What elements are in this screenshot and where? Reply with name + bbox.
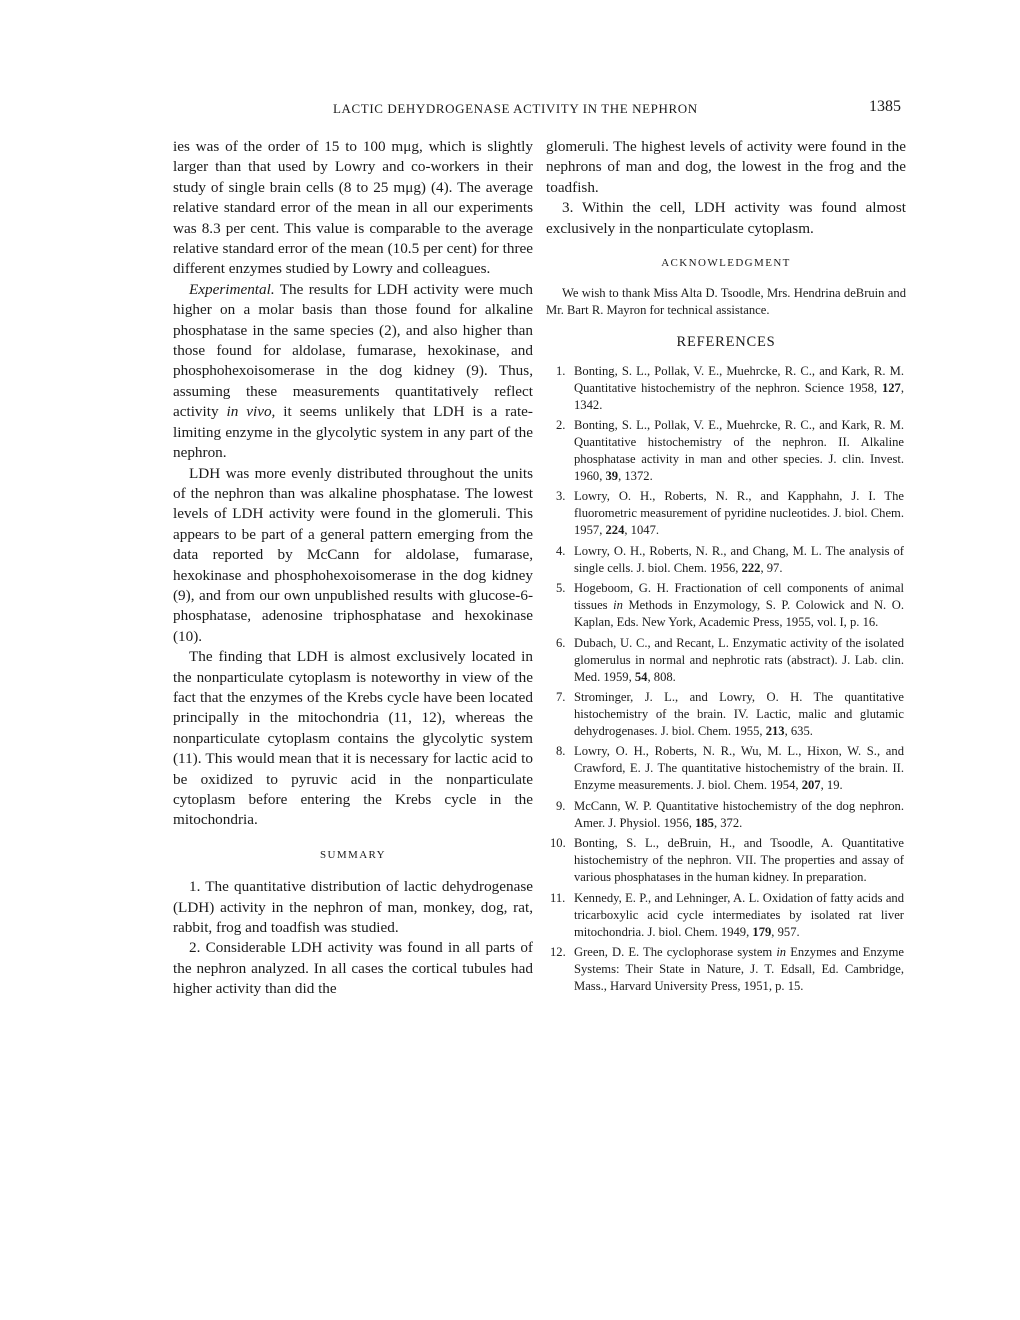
acknowledgment-heading: ACKNOWLEDGMENT bbox=[661, 257, 791, 270]
summary-heading: SUMMARY bbox=[319, 848, 387, 861]
running-header bbox=[0, 98, 1020, 123]
reference-text: Lowry, O. H., Roberts, N. R., Wu, M. L., Hixon, W. S., and Crawford, E. J. The quantitative histochemistry of the brain. II. Enzyme measurements. J. biol. Chem. 1954, 207, 19. bbox=[574, 744, 904, 793]
reference-volume: 39 bbox=[605, 469, 619, 484]
reference-number: 10. bbox=[550, 836, 566, 851]
reference-text: Dubach, U. C., and Recant, L. Enzymatic activity of the isolated glomerulus in normal and nephrotic rats (abstract). J. Lab. clin. Med. 1959, 54, 808. bbox=[574, 635, 904, 684]
reference-number: 5. bbox=[556, 581, 566, 596]
reference-item bbox=[546, 890, 906, 941]
reference-volume: 185 bbox=[695, 815, 714, 830]
reference-number: 3. bbox=[556, 489, 566, 504]
reference-text: Hogeboom, G. H. Fractionation of cell components of animal tissues in Methods in Enzymology, S. P. Colowick and N. O. Kaplan, Eds. New York, Academic Press, 1955, vol. I, p. 16. bbox=[574, 581, 904, 630]
experimental-lead: Experimental. bbox=[189, 280, 275, 298]
reference-text: Strominger, J. L., and Lowry, O. H. The quantitative histochemistry of the brain. IV. Lactic, malic and glutamic dehydrogenases. J. biol. Chem. 1955, 213, 635. bbox=[574, 690, 904, 738]
reference-item bbox=[546, 488, 906, 539]
reference-text: Bonting, S. L., Pollak, V. E., Muehrcke, R. C., and Kark, R. M. Quantitative histochemistry of the nephron. II. Alkaline phosphatase activity in man and other species. J. clin. Invest. 1960, 39, 1372. bbox=[574, 418, 904, 484]
reference-item bbox=[546, 543, 906, 577]
reference-text: McCann, W. P. Quantitative histochemistry of the dog nephron. Amer. J. Physiol. 1956, 185, 372. bbox=[574, 798, 904, 830]
reference-number: 11. bbox=[550, 890, 566, 905]
reference-item bbox=[546, 798, 906, 832]
reference-item bbox=[546, 835, 906, 886]
references-heading: REFERENCES bbox=[676, 334, 776, 351]
reference-item bbox=[546, 363, 906, 414]
paragraph-experimental bbox=[173, 280, 533, 464]
references-list bbox=[546, 363, 906, 995]
reference-number: 1. bbox=[556, 363, 566, 378]
reference-text: Lowry, O. H., Roberts, N. R., and Kapphahn, J. I. The fluorometric measurement of pyridine nucleotides. J. biol. Chem. 1957, 224, 1047. bbox=[574, 489, 904, 538]
reference-volume: 127 bbox=[881, 380, 901, 395]
reference-text: Kennedy, E. P., and Lehninger, A. L. Oxidation of fatty acids and tricarboxylic acid cycle intermediates by isolated rat liver mitochondria. J. biol. Chem. 1949, 179, 957. bbox=[574, 890, 904, 939]
running-title: LACTIC DEHYDROGENASE ACTIVITY IN THE NEPHRON bbox=[333, 101, 698, 116]
left-column bbox=[173, 137, 533, 1000]
summary-item-2-continued: glomeruli. The highest levels of activity were found in the nephrons of man and dog, the lowest in the frog and the toadfish. bbox=[546, 138, 906, 196]
reference-item bbox=[546, 743, 906, 794]
reference-text: Bonting, S. L., deBruin, H., and Tsoodle, A. Quantitative histochemistry of the nephron. VII. The properties and assay of various phosphatases in the human kidney. In preparation. bbox=[574, 836, 904, 885]
reference-volume: 207 bbox=[801, 778, 821, 793]
reference-number: 2. bbox=[556, 418, 566, 433]
reference-volume: 213 bbox=[765, 724, 785, 738]
reference-volume: 224 bbox=[605, 523, 625, 538]
reference-text: Green, D. E. The cyclophorase system in Enzymes and Enzyme Systems: Their State in Nature, J. T. Edsall, Ed. Cambridge, Mass., Harvard University Press, 1951, p. 15. bbox=[574, 944, 904, 993]
page-number: 1385 bbox=[869, 98, 901, 115]
reference-number: 9. bbox=[556, 798, 566, 813]
reference-item bbox=[546, 944, 906, 995]
reference-volume: 54 bbox=[634, 669, 648, 684]
summary-item-1: 1. The quantitative distribution of lactic dehydrogenase (LDH) activity in the nephron of man, monkey, dog, rat, rabbit, frog and toadfish was studied. bbox=[173, 878, 533, 937]
reference-item bbox=[546, 417, 906, 485]
summary-item-2: 2. Considerable LDH activity was found in all parts of the nephron analyzed. In all cases the cortical tubules had higher activity than did the bbox=[173, 939, 533, 998]
reference-item bbox=[546, 580, 906, 631]
reference-number: 7. bbox=[556, 690, 566, 704]
paragraph-localization: The finding that LDH is almost exclusively located in the nonparticulate cytoplasm is noteworthy in view of the fact that the enzymes of the Krebs cycle have been located principally in the mitochondria (11, 12), whereas the nonparticulate cytoplasm contains the glycolytic system (11). This would mean that it is necessary for lactic acid to be oxidized to pyruvic acid in the nonparticulate cytoplasm before entering the Krebs cycle in the mitochondria. bbox=[173, 648, 533, 829]
summary-item-3: 3. Within the cell, LDH activity was found almost exclusively in the nonparticulate cytoplasm. bbox=[546, 199, 906, 237]
reference-text: Lowry, O. H., Roberts, N. R., and Chang, M. L. The analysis of single cells. J. biol. Chem. 1956, 222, 97. bbox=[574, 543, 904, 575]
reference-item bbox=[546, 635, 906, 686]
reference-number: 6. bbox=[556, 635, 566, 650]
paragraph-continuation: ies was of the order of 15 to 100 mμg, which is slightly larger than that used by Lowry and co-workers in their study of single brain cells (8 to 25 mμg) (4). The average relative standard error of the mean in all our experiments was 8.3 per cent. This value is comparable to the average relative standard error of the mean (10.5 per cent) for three different enzymes studied by Lowry and colleagues. bbox=[173, 138, 533, 278]
experimental-text-b: it seems unlikely that LDH is a rate-limiting enzyme in the glycolytic system in any part of the nephron. bbox=[173, 403, 533, 462]
reference-text: Bonting, S. L., Pollak, V. E., Muehrcke, R. C., and Kark, R. M. Quantitative histochemistry of the nephron. Science 1958, 127, 1342. bbox=[574, 363, 904, 412]
reference-number: 8. bbox=[556, 744, 566, 759]
acknowledgment-text: We wish to thank Miss Alta D. Tsoodle, Mrs. Hendrina deBruin and Mr. Bart R. Mayron for technical assistance. bbox=[546, 286, 906, 317]
right-column bbox=[546, 137, 906, 998]
reference-volume: 179 bbox=[752, 924, 772, 939]
reference-volume: 222 bbox=[741, 560, 761, 575]
experimental-text-a: The results for LDH activity were much higher on a molar basis than those found for alkaline phosphatase in the same species (2), and also higher than those found for aldolase, fumarase, hexokinase, and phosphohexoisomerase in the dog kidney (9). Thus, assuming these measurements quantitatively reflect activity bbox=[173, 280, 533, 421]
reference-number: 4. bbox=[556, 543, 566, 558]
paragraph-distribution: LDH was more evenly distributed throughout the units of the nephron than was alkaline phosphatase. The lowest levels of LDH activity were found in the glomeruli. This appears to be part of a general pattern emerging from the data reported by McCann for aldolase, fumarase, hexokinase and phosphohexoisomerase in the dog kidney (9), and from our own unpublished results with glucose-6-phosphatase, adenosine triphosphatase and hexokinase (10). bbox=[173, 464, 533, 645]
in-vivo-italic: in vivo, bbox=[226, 403, 276, 421]
reference-item bbox=[546, 689, 906, 740]
reference-number: 12. bbox=[550, 944, 566, 959]
